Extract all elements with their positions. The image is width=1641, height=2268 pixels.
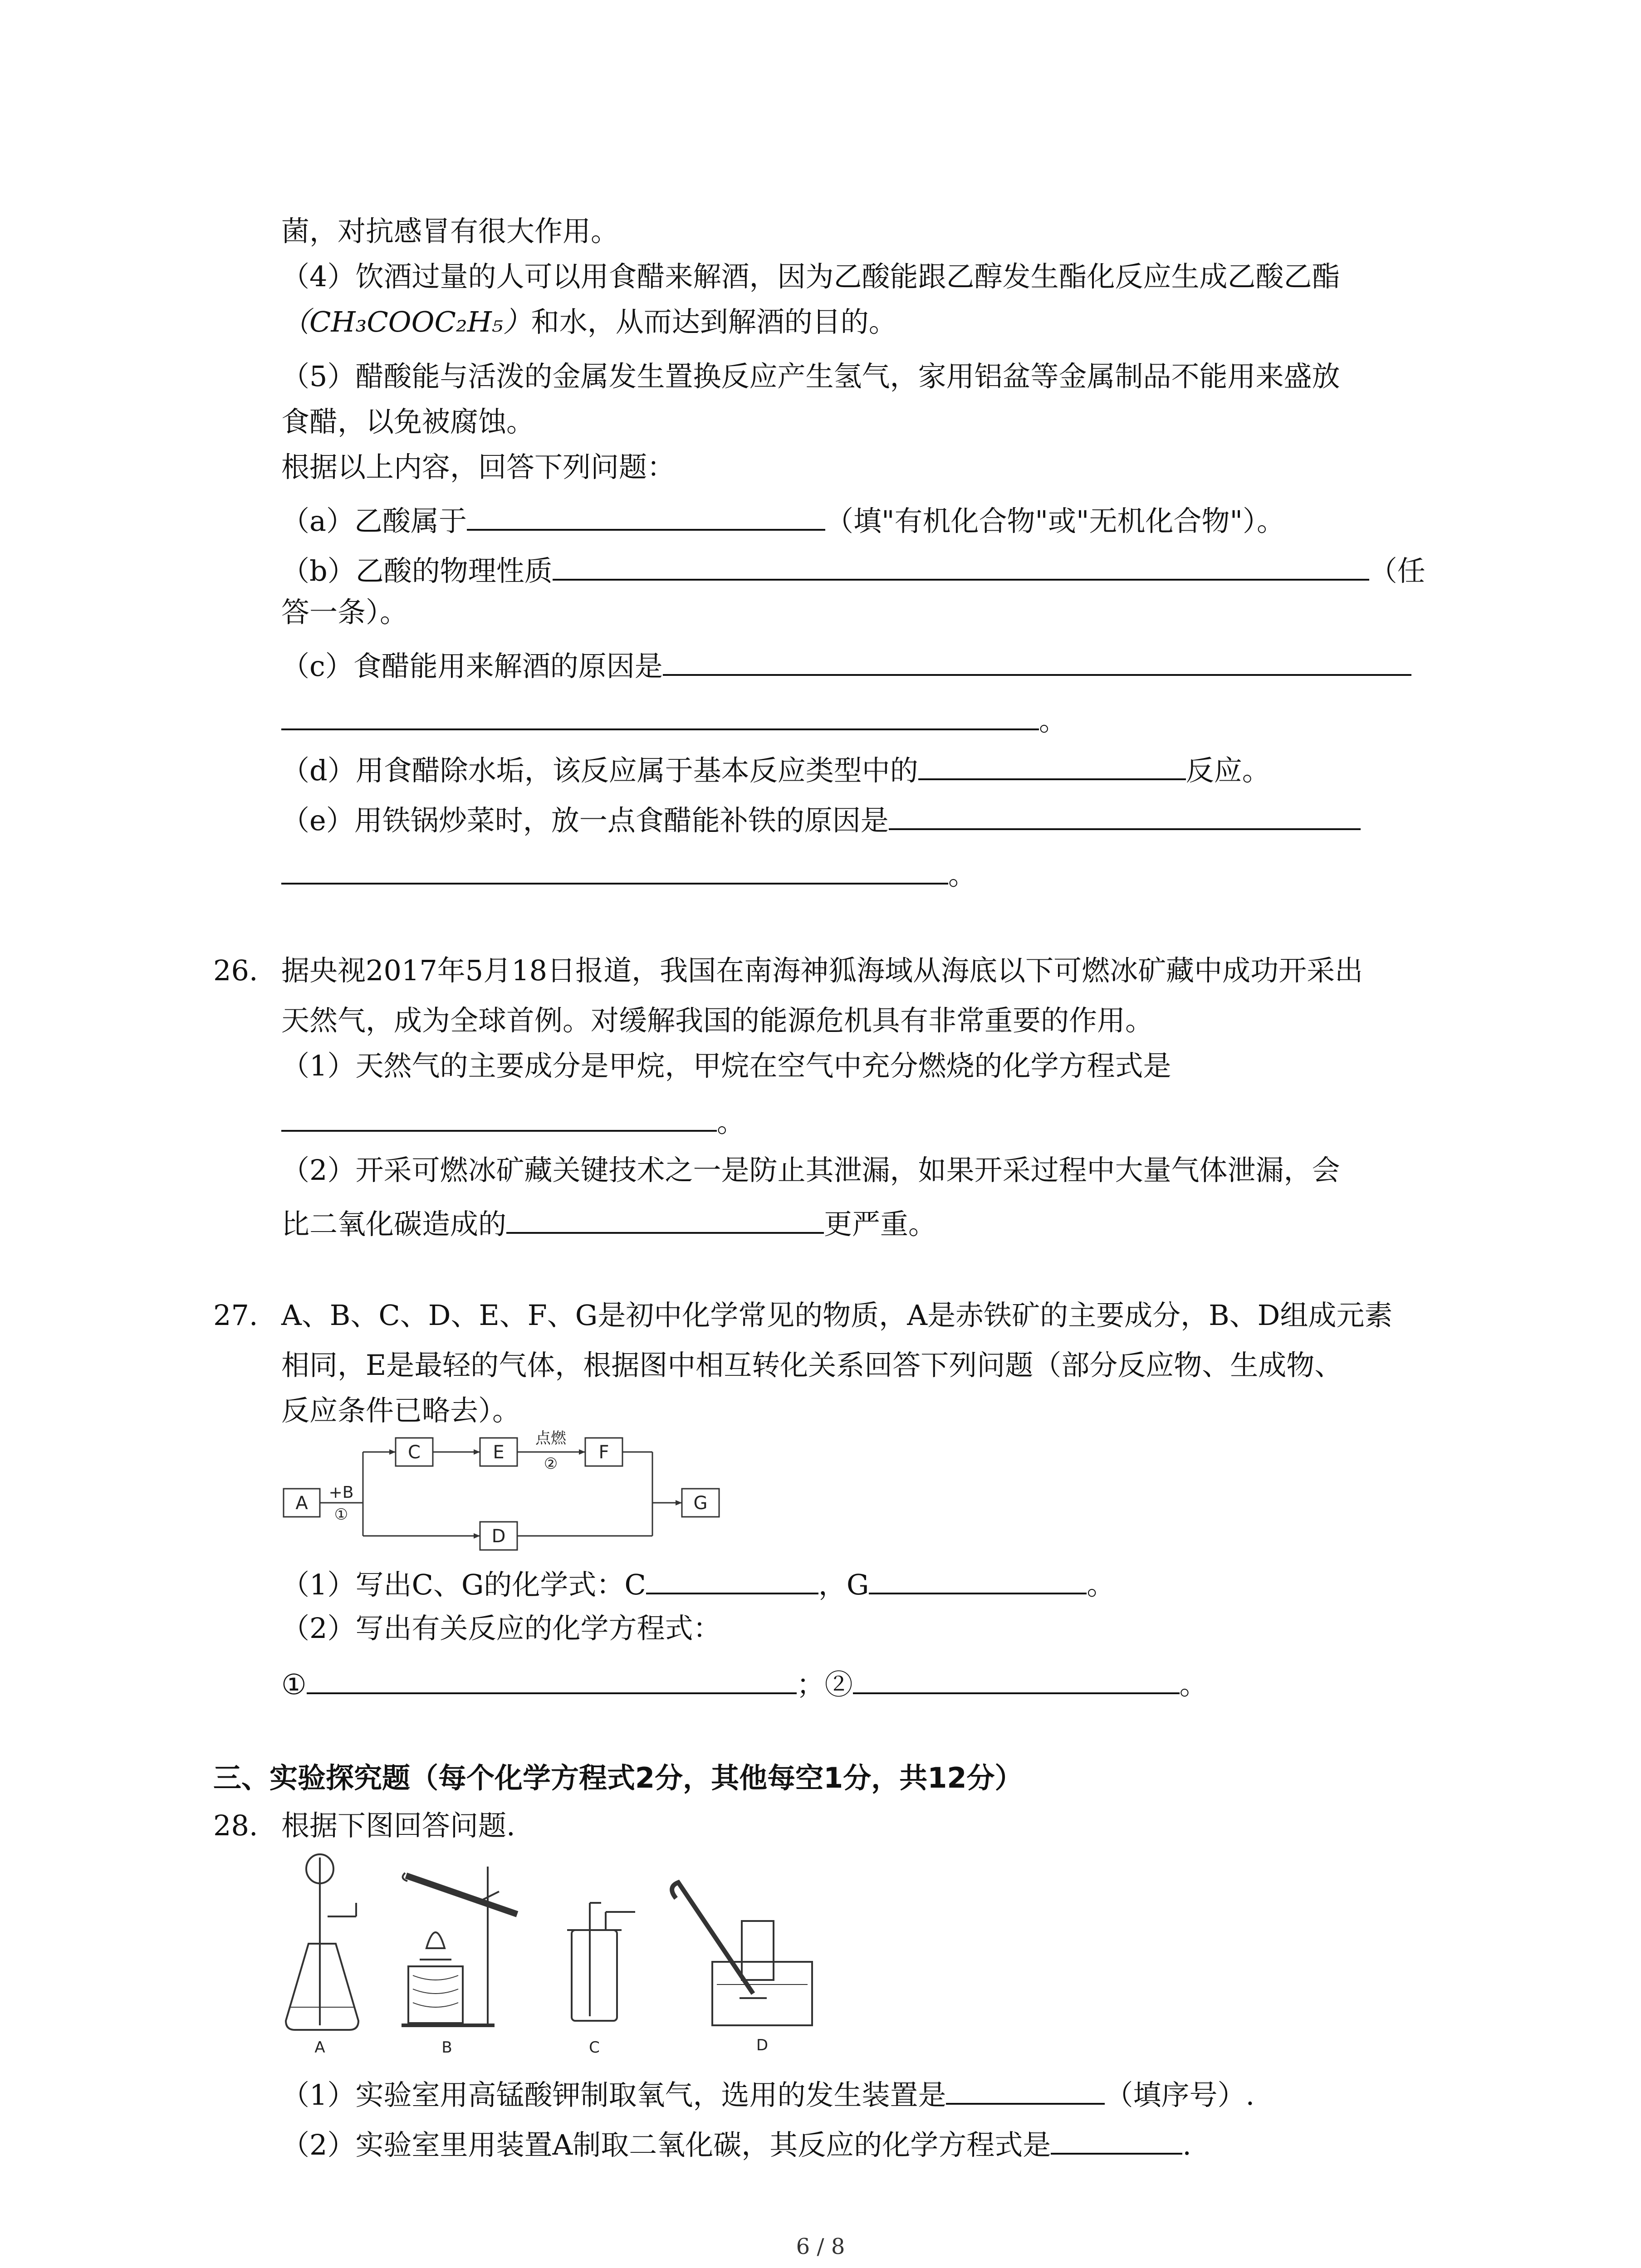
q27-conversion-diagram <box>277 1424 776 1556</box>
q25-c-answer-blank-2[interactable] <box>281 699 1039 730</box>
apparatus-d-trough <box>672 1882 812 2025</box>
q27-number: 27. <box>213 1299 258 1332</box>
label-ignite: 点燃 <box>535 1429 566 1447</box>
q25-line-6: 根据以上内容，回答下列问题： <box>281 450 676 484</box>
q28-p1-text: （1）实验室用高锰酸钾制取氧气，选用的发生装置是 <box>281 2078 946 2112</box>
q25-e-answer-blank-2[interactable] <box>281 853 948 885</box>
q25-e-answer-blank-1[interactable] <box>889 798 1361 830</box>
label-plus-b: +B <box>328 1483 354 1502</box>
q27-part-2: （2）写出有关反应的化学方程式： <box>281 1612 721 1645</box>
q25-part-b <box>281 549 1425 589</box>
label-step-1: ① <box>334 1505 348 1524</box>
apparatus-label-a: A <box>314 2038 325 2057</box>
q27-equation-2-blank[interactable] <box>853 1662 1180 1694</box>
q25-line-5: 食醋，以免被腐蚀。 <box>281 405 535 438</box>
q27-p1-mid: ，G <box>818 1568 869 1601</box>
q25-e-end: 。 <box>948 858 977 891</box>
q27-p1-text: （1）写出C、G的化学式：C <box>281 1568 646 1601</box>
q27-part-1 <box>281 1563 1115 1603</box>
q26-line-6 <box>281 1202 936 1242</box>
q26-line-2: 天然气，成为全球首例。对缓解我国的能源危机具有非常重要的作用。 <box>281 1004 1154 1037</box>
label-step-2: ② <box>544 1455 558 1473</box>
q25-part-d <box>281 748 1270 789</box>
q25-formula: （CH₃COOC₂H₅） <box>281 305 531 338</box>
q25-line-4: （5）醋酸能与活泼的金属发生置换反应产生氢气，家用铝盆等金属制品不能用来盛放 <box>281 360 1340 393</box>
q26-number: 26. <box>213 954 258 987</box>
q26-line-6-text: 比二氧化碳造成的 <box>281 1207 507 1241</box>
node-f: F <box>598 1442 609 1463</box>
apparatus-a-flask <box>286 1854 358 2030</box>
q27-p1-end: 。 <box>1087 1568 1115 1601</box>
q25-part-b-line2: 答一条）。 <box>281 596 408 629</box>
q25-line-3-rest: 和水，从而达到解酒的目的。 <box>531 305 897 338</box>
q27-p3-end: 。 <box>1179 1668 1208 1701</box>
q26-equation-blank[interactable] <box>281 1100 717 1132</box>
q25-d-hint: 反应。 <box>1185 754 1270 787</box>
q25-part-c-line2 <box>281 699 1067 739</box>
apparatus-label-c: C <box>589 2038 600 2057</box>
q27-g-formula-blank[interactable] <box>869 1563 1087 1594</box>
q25-a-text: （a）乙酸属于 <box>281 504 467 538</box>
q28-p1-hint: （填序号）. <box>1105 2078 1255 2112</box>
q27-equation-1-blank[interactable] <box>307 1662 797 1694</box>
q26-line-4 <box>281 1100 745 1140</box>
q27-eq1-marker: ① <box>281 1668 307 1701</box>
q25-a-hint: （填"有机化合物"或"无机化合物"）。 <box>825 504 1285 538</box>
node-c: C <box>408 1442 421 1463</box>
q25-d-answer-blank[interactable] <box>918 748 1186 780</box>
q25-line-3 <box>281 304 897 340</box>
q26-line-5: （2）开采可燃冰矿藏关键技术之一是防止其泄漏，如果开采过程中大量气体泄漏，会 <box>281 1154 1340 1187</box>
q27-c-formula-blank[interactable] <box>646 1563 818 1594</box>
section-3-title: 三、实验探究题（每个化学方程式2分，其他每空1分，共12分） <box>213 1761 1023 1794</box>
q28-p2-text: （2）实验室里用装置A制取二氧化碳，其反应的化学方程式是 <box>281 2128 1051 2161</box>
q25-a-answer-blank[interactable] <box>467 499 825 531</box>
q28-part-1 <box>281 2073 1254 2113</box>
q26-line-1: 据央视2017年5月18日报道，我国在南海神狐海域从海底以下可燃冰矿藏中成功开采出 <box>281 954 1363 987</box>
q28-p2-end: . <box>1182 2128 1191 2161</box>
q27-line-3: 反应条件已略去）。 <box>281 1394 521 1427</box>
q25-b-hint: （任 <box>1369 554 1425 587</box>
q25-part-a <box>281 499 1285 539</box>
q28-number: 28. <box>213 1809 258 1842</box>
q25-c-text: （c）食醋能用来解酒的原因是 <box>281 650 663 683</box>
page-number: 6 / 8 <box>796 2234 845 2259</box>
q28-apparatus-figure <box>277 1848 844 2057</box>
q25-line-2: （4）饮酒过量的人可以用食醋来解酒，因为乙酸能跟乙醇发生酯化反应生成乙酸乙酯 <box>281 260 1340 293</box>
q28-line-1: 根据下图回答问题. <box>281 1809 515 1842</box>
apparatus-c-jar <box>567 1903 635 2021</box>
q27-part-3 <box>281 1662 1208 1703</box>
q28-equation-blank[interactable] <box>1051 2123 1182 2155</box>
q25-part-c <box>281 644 1411 684</box>
q26-line-3: （1）天然气的主要成分是甲烷，甲烷在空气中充分燃烧的化学方程式是 <box>281 1049 1171 1082</box>
q25-c-answer-blank-1[interactable] <box>663 644 1411 676</box>
q28-part-2 <box>281 2123 1191 2163</box>
q27-eq2-marker: ；② <box>796 1668 853 1701</box>
q28-device-blank[interactable] <box>946 2073 1105 2105</box>
q25-e-text: （e）用铁锅炒菜时，放一点食醋能补铁的原因是 <box>281 804 889 837</box>
q27-line-2: 相同，E是最轻的气体，根据图中相互转化关系回答下列问题（部分反应物、生成物、 <box>281 1349 1343 1382</box>
q25-part-e-line2 <box>281 853 976 893</box>
q26-line-6-post: 更严重。 <box>824 1207 937 1241</box>
q25-d-text: （d）用食醋除水垢，该反应属于基本反应类型中的 <box>281 754 918 787</box>
q27-line-1: A、B、C、D、E、F、G是初中化学常见的物质，A是赤铁矿的主要成分，B、D组成元素 <box>281 1299 1393 1332</box>
q25-c-end: 。 <box>1039 704 1068 737</box>
node-g: G <box>693 1493 708 1514</box>
node-a: A <box>295 1493 308 1514</box>
q26-answer-blank[interactable] <box>506 1202 824 1234</box>
apparatus-label-b: B <box>441 2038 452 2057</box>
q25-line-1: 菌，对抗感冒有很大作用。 <box>281 215 619 248</box>
node-e: E <box>493 1442 505 1463</box>
node-d: D <box>491 1526 506 1547</box>
q25-b-text: （b）乙酸的物理性质 <box>281 554 553 587</box>
q26-line-4-end: 。 <box>717 1105 745 1139</box>
apparatus-label-d: D <box>756 2036 769 2054</box>
q25-part-e <box>281 798 1361 839</box>
apparatus-b-stand <box>402 1867 517 2025</box>
q25-b-answer-blank[interactable] <box>553 549 1369 581</box>
